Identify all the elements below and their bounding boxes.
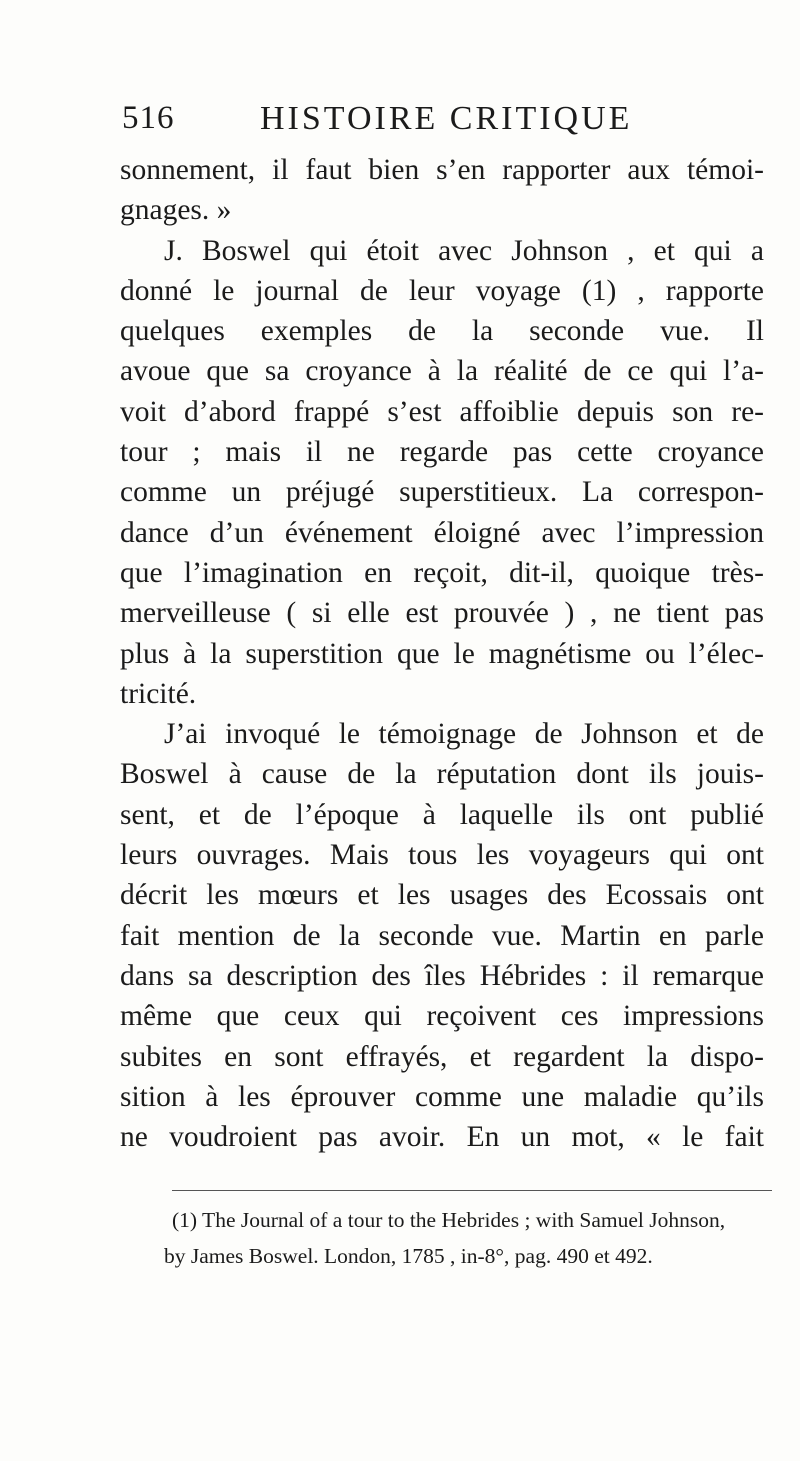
main-text bbox=[120, 150, 764, 1157]
text-line: fait mention de la seconde vue. Martin en parle bbox=[120, 919, 764, 952]
text-line: quelques exemples de la seconde vue. Il bbox=[120, 315, 764, 348]
text-line: tour ; mais il ne regarde pas cette croyance bbox=[120, 436, 764, 469]
text-line: Boswel à cause de la réputation dont ils jouis- bbox=[120, 758, 764, 791]
text-line: sonnement, il faut bien s’en rapporter aux témoi- bbox=[120, 154, 764, 186]
text-line: dans sa description des îles Hébrides : il remarque bbox=[120, 959, 764, 992]
text-line: leurs ouvrages. Mais tous les voyageurs qui ont bbox=[120, 839, 764, 872]
footnote-line: (1) The Journal of a tour to the Hebrides ; with Samuel Johnson, bbox=[172, 1208, 726, 1232]
page-header bbox=[122, 100, 742, 150]
footnote-separator bbox=[172, 1190, 772, 1191]
text-line: tricité. bbox=[120, 677, 197, 710]
footnote bbox=[164, 1202, 772, 1274]
text-line: donné le journal de leur voyage (1) , rapporte bbox=[120, 274, 764, 307]
text-line: merveilleuse ( si elle est prouvée ) , ne tient pas bbox=[120, 597, 764, 630]
text-line: J. Boswel qui étoit avec Johnson , et qui a bbox=[164, 234, 764, 267]
text-line: dance d’un événement éloigné avec l’impression bbox=[120, 516, 764, 549]
text-line: sition à les éprouver comme une maladie qu’ils bbox=[120, 1080, 764, 1113]
text-line: gnages. » bbox=[120, 194, 232, 227]
text-line: plus à la superstition que le magnétisme ou l’élec- bbox=[120, 637, 764, 670]
text-line: décrit les mœurs et les usages des Ecossais ont bbox=[120, 879, 764, 912]
footnote-line: by James Boswel. London, 1785 , in-8°, pag. 490 et 492. bbox=[164, 1244, 653, 1268]
text-line: sent, et de l’époque à laquelle ils ont publié bbox=[120, 798, 764, 831]
text-line: même que ceux qui reçoivent ces impressions bbox=[120, 1000, 764, 1033]
text-line: comme un préjugé superstitieux. La correspon- bbox=[120, 476, 764, 509]
text-line: voit d’abord frappé s’est affoiblie depuis son re- bbox=[120, 395, 764, 428]
text-line: J’ai invoqué le témoignage de Johnson et de bbox=[164, 718, 764, 751]
text-line: que l’imagination en reçoit, dit-il, quoique très- bbox=[120, 556, 764, 589]
page-number: 516 bbox=[122, 100, 175, 136]
text-line: ne voudroient pas avoir. En un mot, « le fait bbox=[120, 1121, 764, 1154]
text-line: avoue que sa croyance à la réalité de ce qui l’a- bbox=[120, 355, 764, 388]
running-title: HISTOIRE CRITIQUE bbox=[260, 100, 633, 137]
text-line: subites en sont effrayés, et regardent la dispo- bbox=[120, 1040, 764, 1073]
